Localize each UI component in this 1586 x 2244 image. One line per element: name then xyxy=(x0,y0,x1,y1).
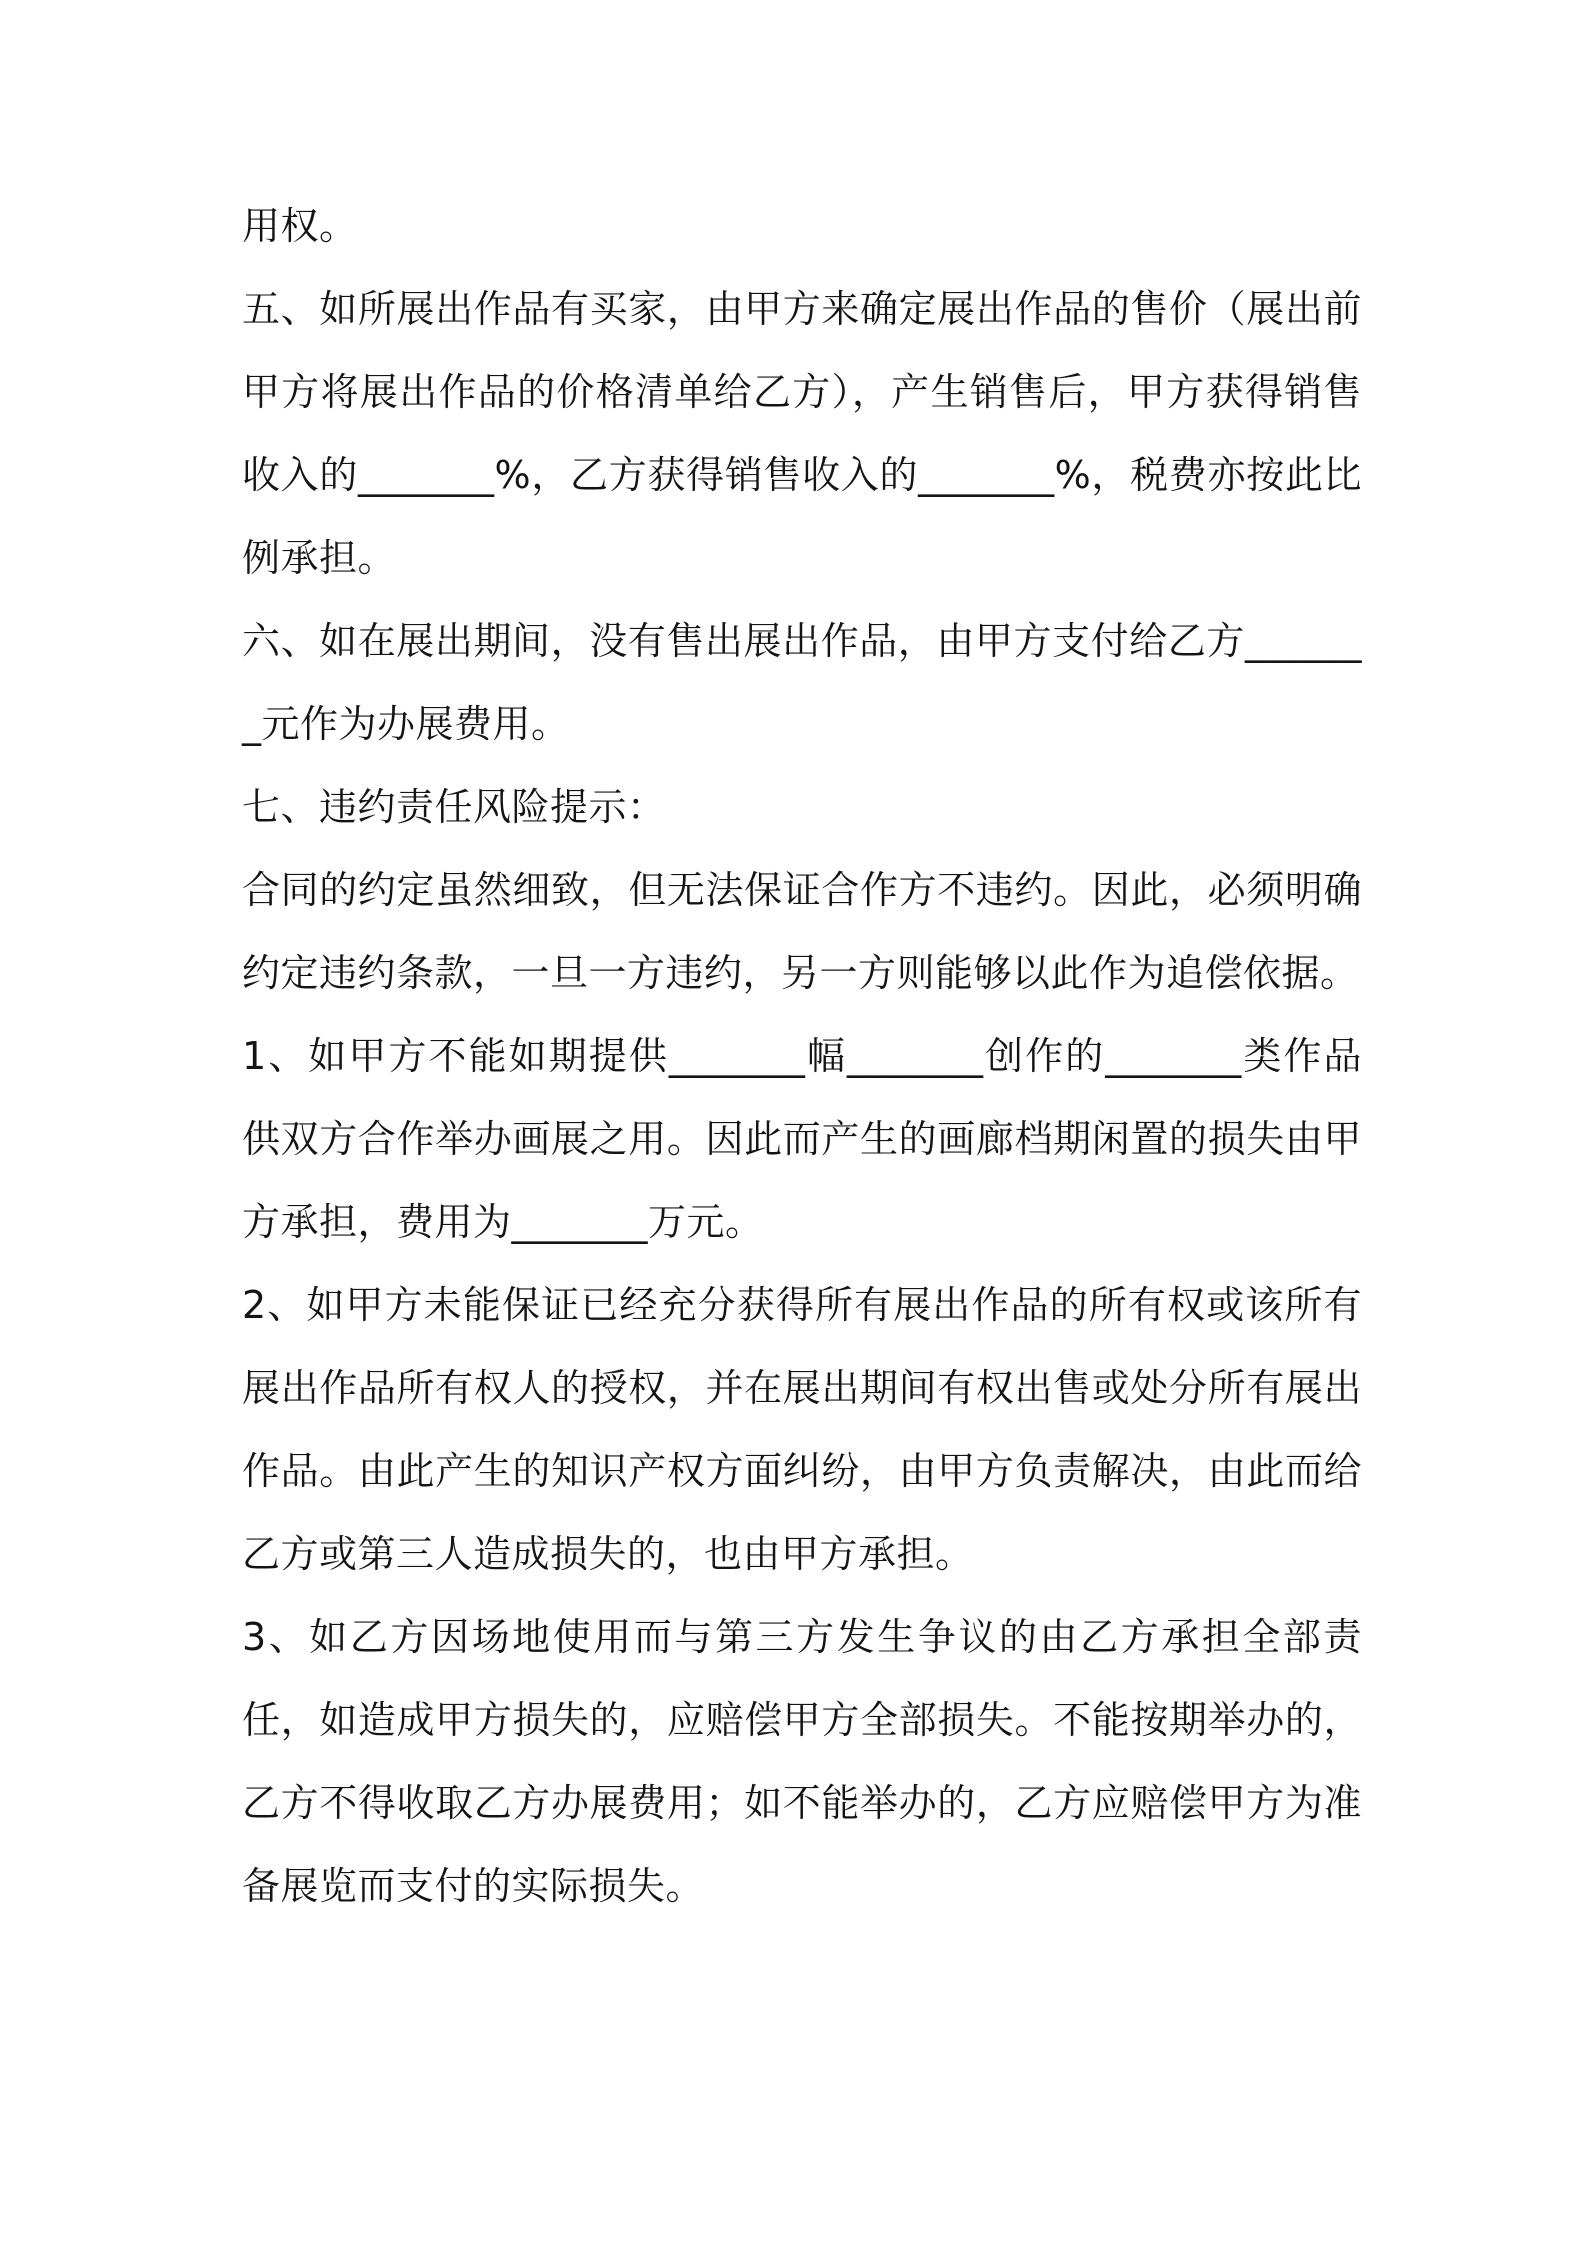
clause-5-sale-price: 五、如所展出作品有买家，由甲方来确定展出作品的售价（展出前甲方将展出作品的价格清单给乙方），产生销售后，甲方获得销售收入的_______%，乙方获得销售收入的_______%，税费亦按此比例承担。 xyxy=(242,287,1362,580)
paragraph-continuation: 用权。 xyxy=(242,204,358,248)
clause-7-heading: 七、违约责任风险提示： xyxy=(242,785,666,829)
document-page xyxy=(242,185,1362,1928)
liability-item-2: 2、如甲方未能保证已经充分获得所有展出作品的所有权或该所有展出作品所有权人的授权，并在展出期间有权出售或处分所有展出作品。由此产生的知识产权方面纠纷，由甲方负责解决，由此而给乙方或第三人造成损失的，也由甲方承担。 xyxy=(242,1283,1362,1576)
risk-notice: 合同的约定虽然细致，但无法保证合作方不违约。因此，必须明确约定违约条款，一旦一方违约，另一方则能够以此作为追偿依据。 xyxy=(242,868,1362,995)
clause-6-exhibition-fee: 六、如在展出期间，没有售出展出作品，由甲方支付给乙方_______元作为办展费用。 xyxy=(242,619,1362,746)
liability-item-3: 3、如乙方因场地使用而与第三方发生争议的由乙方承担全部责任，如造成甲方损失的，应赔偿甲方全部损失。不能按期举办的，乙方不得收取乙方办展费用；如不能举办的，乙方应赔偿甲方为准备展览而支付的实际损失。 xyxy=(242,1615,1362,1908)
liability-item-1: 1、如甲方不能如期提供_______幅_______创作的_______类作品供双方合作举办画展之用。因此而产生的画廊档期闲置的损失由甲方承担，费用为_______万元。 xyxy=(242,1034,1362,1244)
